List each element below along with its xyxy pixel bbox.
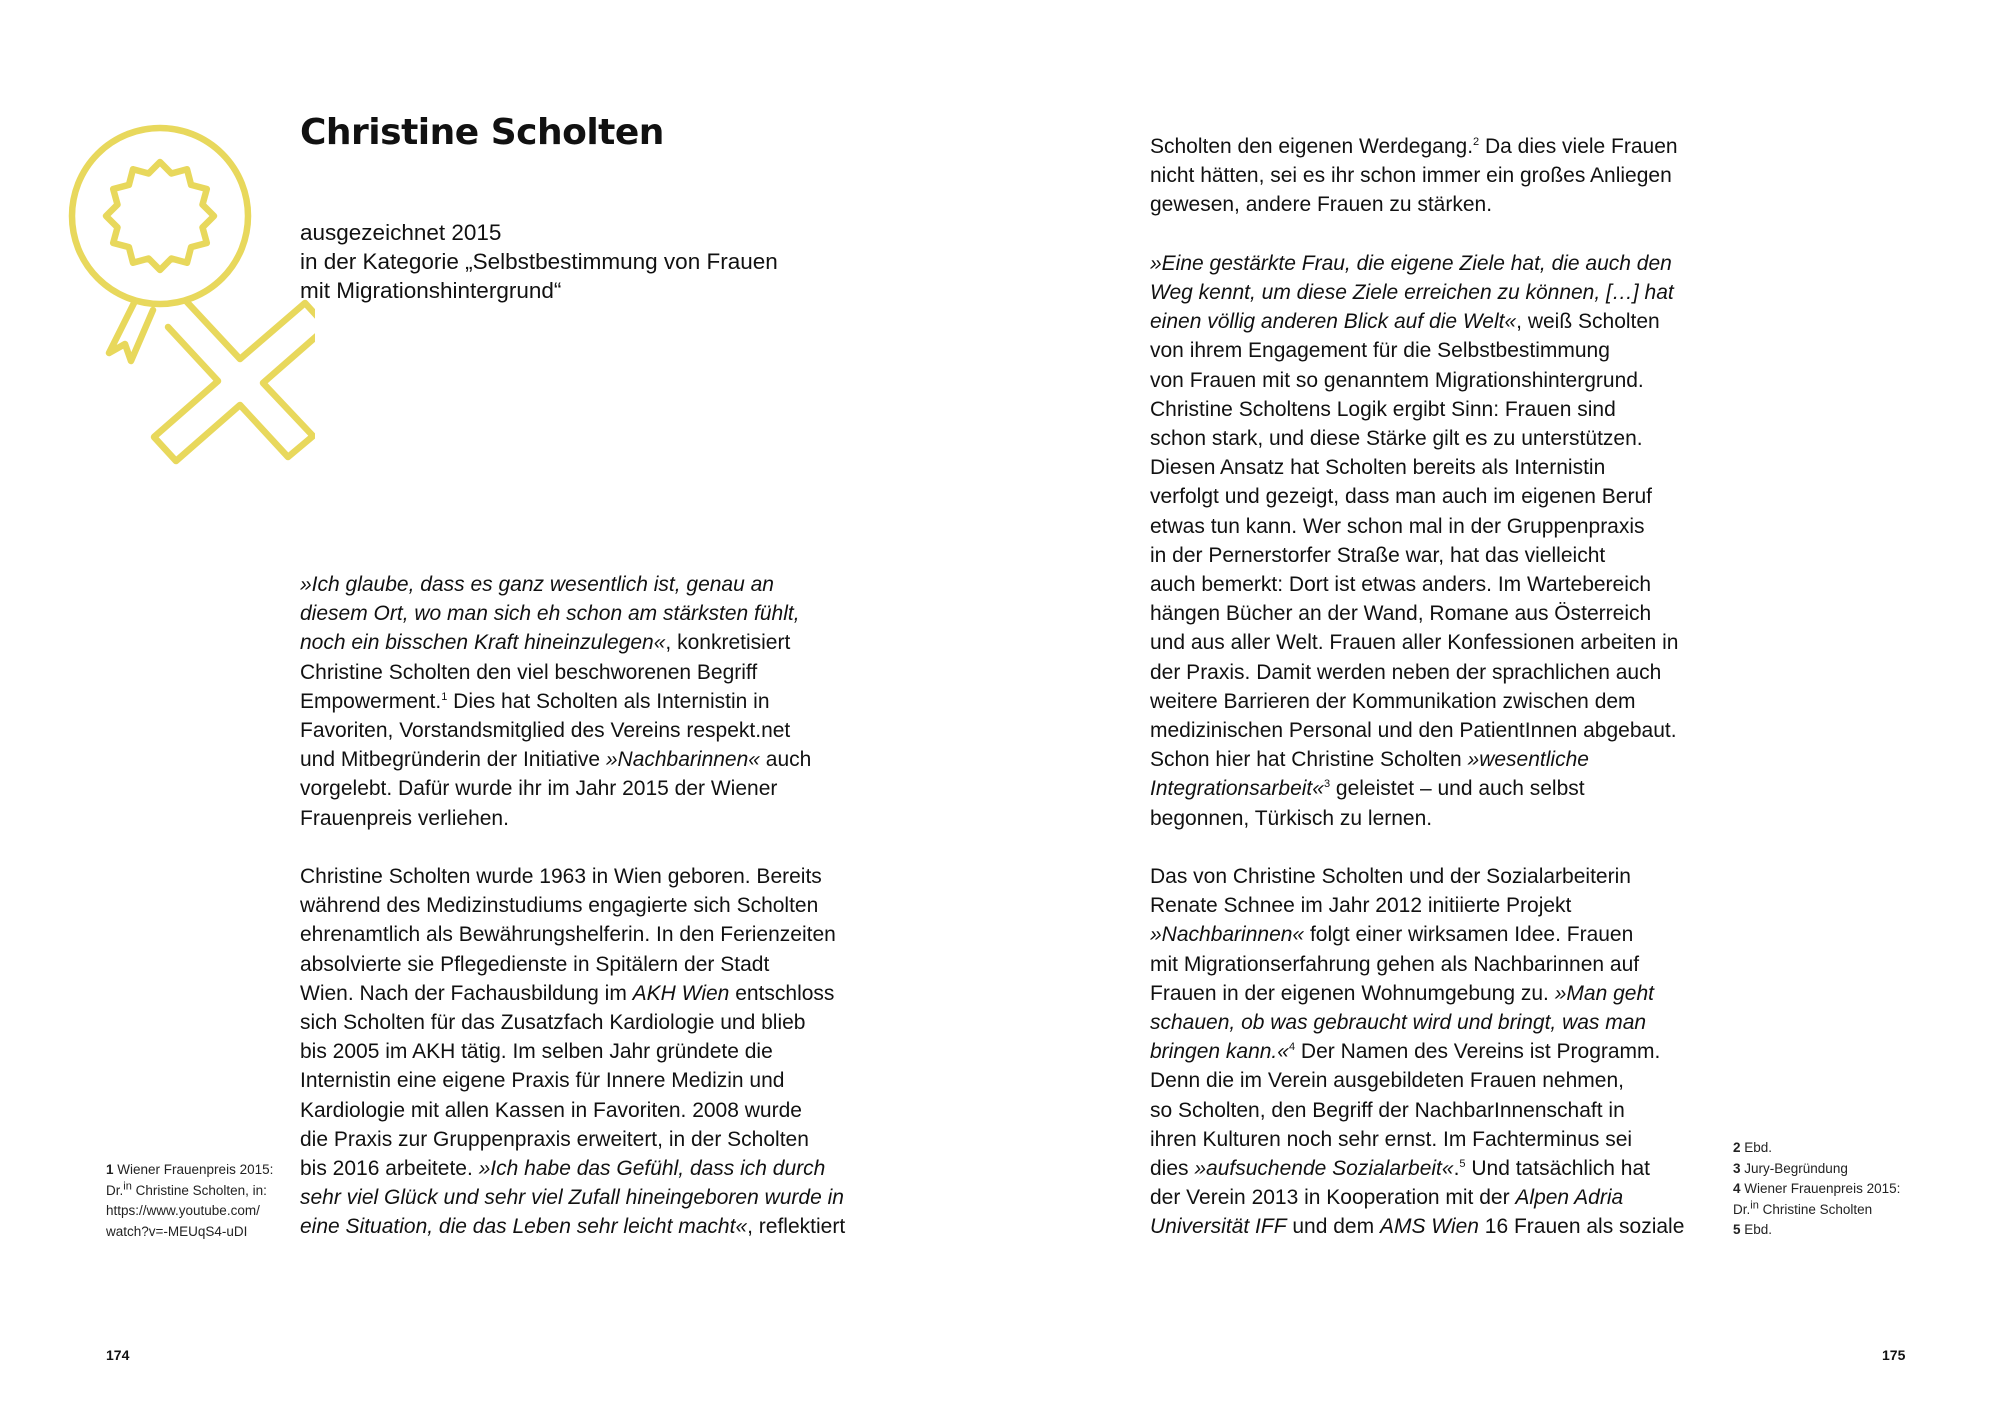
text-line <box>300 570 870 599</box>
text-line <box>300 1066 870 1095</box>
text-run: Der Namen des Vereins ist Programm. <box>1295 1040 1661 1064</box>
text-line <box>300 1096 870 1125</box>
award-info <box>300 218 778 305</box>
text-run: , weiß Scholten <box>1516 310 1660 334</box>
text-run: und Mitbegründerin der Initiative <box>300 748 606 772</box>
text-run: https://www.youtube.com/ <box>106 1203 260 1218</box>
text-run: Ebd. <box>1740 1140 1773 1155</box>
text-run: Wiener Frauenpreis 2015: <box>113 1162 274 1177</box>
text-run: etwas tun kann. Wer schon mal in der Gruppenpraxis <box>1150 514 1645 538</box>
emphasis-text: AKH Wien <box>632 981 730 1005</box>
text-line <box>300 950 870 979</box>
emphasis-text: Integrationsarbeit« <box>1150 777 1324 801</box>
text-run: sich Scholten für das Zusatzfach Kardiologie und blieb <box>300 1011 806 1035</box>
text-line <box>300 745 870 774</box>
text-run: und dem <box>1286 1215 1380 1239</box>
text-run: verfolgt und gezeigt, dass man auch im eigenen Beruf <box>1150 485 1652 509</box>
text-line <box>1150 716 1730 745</box>
text-run: in der Pernerstorfer Straße war, hat das vielleicht <box>1150 543 1606 567</box>
emphasis-text: »aufsuchende Sozialarbeit« <box>1194 1157 1454 1181</box>
right-text-column <box>1150 132 1730 1271</box>
paragraph <box>1150 132 1730 220</box>
text-run: so Scholten, den Begriff der NachbarInnenschaft in <box>1150 1098 1625 1122</box>
text-line <box>1150 161 1730 190</box>
text-line <box>1150 1183 1730 1212</box>
text-run: begonnen, Türkisch zu lernen. <box>1150 806 1433 830</box>
award-line: in der Kategorie „Selbstbestimmung von Frauen <box>300 249 778 274</box>
text-run: Frauen in der eigenen Wohnumgebung zu. <box>1150 981 1555 1005</box>
text-run: bis 2016 arbeitete. <box>300 1157 479 1181</box>
emphasis-text: »Ich habe das Gefühl, dass ich durch <box>478 1157 826 1181</box>
text-line <box>300 599 870 628</box>
footnote-number: 1 <box>106 1162 114 1177</box>
text-run: von ihrem Engagement für die Selbstbestimmung <box>1150 339 1610 363</box>
footnote-line <box>106 1201 296 1222</box>
text-run: die Praxis zur Gruppenpraxis erweitert, in der Scholten <box>300 1127 809 1151</box>
emphasis-text: sehr viel Glück und sehr viel Zufall hineingeboren wurde in <box>300 1186 844 1210</box>
text-run: von Frauen mit so genanntem Migrationshintergrund. <box>1150 368 1644 392</box>
text-line <box>1150 1037 1730 1066</box>
footnote-ref: in <box>123 1180 132 1192</box>
footnote-line <box>1733 1220 1993 1241</box>
text-run: Schon hier hat Christine Scholten <box>1150 748 1468 772</box>
footnote-line <box>106 1181 296 1202</box>
text-line <box>1150 628 1730 657</box>
text-line <box>1150 132 1730 161</box>
text-line <box>1150 1212 1730 1241</box>
text-run: , reflektiert <box>747 1215 846 1239</box>
emphasis-text: »Eine gestärkte Frau, die eigene Ziele hat, die auch den <box>1150 251 1672 275</box>
text-line <box>1150 424 1730 453</box>
emphasis-text: »Nachbarinnen« <box>1150 923 1305 947</box>
text-line <box>1150 1008 1730 1037</box>
text-line <box>300 979 870 1008</box>
paragraph <box>300 862 870 1242</box>
footnote-number: 4 <box>1733 1181 1741 1196</box>
text-line <box>1150 453 1730 482</box>
text-line <box>1150 249 1730 278</box>
text-run: 16 Frauen als soziale <box>1478 1215 1685 1239</box>
text-run: medizinischen Personal und den PatientInnen abgebaut. <box>1150 719 1677 743</box>
text-line <box>1150 1154 1730 1183</box>
text-line <box>1150 278 1730 307</box>
emphasis-text: »Man geht <box>1554 981 1654 1005</box>
left-text-column <box>300 570 870 1271</box>
text-line <box>1150 891 1730 920</box>
text-run: Empowerment. <box>300 689 442 713</box>
paragraph <box>1150 249 1730 833</box>
text-run: Internistin eine eigene Praxis für Innere Medizin und <box>300 1069 785 1093</box>
emphasis-text: »Ich glaube, dass es ganz wesentlich ist, genau an <box>300 573 774 596</box>
text-run: mit Migrationserfahrung gehen als Nachbarinnen auf <box>1150 952 1640 976</box>
text-run: Renate Schnee im Jahr 2012 initiierte Projekt <box>1150 894 1572 918</box>
footnote-ref: 4 <box>1288 1041 1296 1054</box>
text-run: Christine Scholten, in: <box>131 1182 267 1198</box>
text-run: Christine Scholten <box>1758 1201 1873 1217</box>
text-line <box>300 774 870 803</box>
text-run: Da dies viele Frauen <box>1479 135 1678 158</box>
text-run: bis 2005 im AKH tätig. Im selben Jahr gründete die <box>300 1040 773 1064</box>
text-run: Wien. Nach der Fachausbildung im <box>300 981 633 1005</box>
text-line <box>1150 541 1730 570</box>
text-run: gewesen, andere Frauen zu stärken. <box>1150 193 1493 217</box>
text-run: Christine Scholten wurde 1963 in Wien geboren. Bereits <box>300 865 822 889</box>
text-run: Ebd. <box>1740 1222 1773 1237</box>
text-line <box>1150 395 1730 424</box>
emphasis-text: diesem Ort, wo man sich eh schon am stärksten fühlt, <box>300 602 800 626</box>
text-line <box>300 1008 870 1037</box>
text-run: Kardiologie mit allen Kassen in Favoriten. 2008 wurde <box>300 1098 802 1122</box>
emphasis-text: Weg kennt, um diese Ziele erreichen zu können, […] hat <box>1150 281 1674 304</box>
text-run: entschloss <box>729 981 835 1005</box>
text-line <box>1150 336 1730 365</box>
footnote-line <box>106 1222 296 1243</box>
text-line <box>300 658 870 687</box>
text-line <box>1150 366 1730 395</box>
text-line <box>300 628 870 657</box>
footnote-number: 2 <box>1733 1140 1741 1155</box>
venus-rosette-icon <box>55 118 315 468</box>
text-run: Diesen Ansatz hat Scholten bereits als Internistin <box>1150 456 1606 480</box>
text-run: Dr. <box>1733 1201 1751 1217</box>
text-run: der Praxis. Damit werden neben der sprachlichen auch <box>1150 660 1662 684</box>
page-number-left: 174 <box>106 1347 130 1363</box>
text-line <box>1150 190 1730 219</box>
text-run: und aus aller Welt. Frauen aller Konfessionen arbeiten in <box>1150 631 1679 655</box>
text-run: absolvierte sie Pflegedienste in Spitälern der Stadt <box>300 952 770 976</box>
text-run: Denn die im Verein ausgebildeten Frauen nehmen, <box>1150 1069 1624 1093</box>
text-line <box>300 1183 870 1212</box>
page-number-right: 175 <box>1882 1347 1906 1363</box>
paragraph <box>1150 862 1730 1242</box>
text-line <box>1150 1096 1730 1125</box>
footnote-line <box>106 1160 296 1181</box>
text-run: hängen Bücher an der Wand, Romane aus Österreich <box>1150 602 1652 626</box>
text-line <box>1150 658 1730 687</box>
text-run: der Verein 2013 in Kooperation mit der <box>1150 1186 1516 1210</box>
text-run: ehrenamtlich als Bewährungshelferin. In den Ferienzeiten <box>300 923 836 947</box>
emphasis-text: noch ein bisschen Kraft hineinzulegen« <box>300 631 666 655</box>
text-run: Christine Scholtens Logik ergibt Sinn: Frauen sind <box>1150 397 1616 421</box>
text-line <box>300 891 870 920</box>
text-line <box>1150 482 1730 511</box>
emphasis-text: einen völlig anderen Blick auf die Welt« <box>1150 310 1517 334</box>
text-line <box>1150 979 1730 1008</box>
text-line <box>300 687 870 716</box>
text-line <box>1150 745 1730 774</box>
text-run: Frauenpreis verliehen. <box>300 806 509 830</box>
text-run: auch bemerkt: Dort ist etwas anders. Im Wartebereich <box>1150 573 1652 597</box>
text-run: weitere Barrieren der Kommunikation zwischen dem <box>1150 689 1636 713</box>
footnotes-right <box>1733 1138 1993 1241</box>
text-line <box>1150 570 1730 599</box>
text-run: Und tatsächlich hat <box>1465 1157 1650 1181</box>
emphasis-text: schauen, ob was gebraucht wird und bringt, was man <box>1150 1011 1647 1035</box>
paragraph <box>300 570 870 833</box>
text-line <box>1150 512 1730 541</box>
text-line <box>1150 1125 1730 1154</box>
text-run: Jury-Begründung <box>1740 1160 1848 1176</box>
award-line: ausgezeichnet 2015 <box>300 220 502 245</box>
footnote-number: 5 <box>1733 1222 1741 1237</box>
text-line <box>300 1212 870 1241</box>
text-line <box>1150 920 1730 949</box>
text-run: während des Medizinstudiums engagierte sich Scholten <box>300 894 819 918</box>
text-run: Wiener Frauenpreis 2015: <box>1740 1181 1901 1196</box>
emphasis-text: »Nachbarinnen« <box>605 748 760 772</box>
text-line <box>300 920 870 949</box>
text-run: nicht hätten, sei es ihr schon immer ein großes Anliegen <box>1150 164 1672 188</box>
text-run: Dies hat Scholten als Internistin in <box>447 689 770 713</box>
emphasis-text: eine Situation, die das Leben sehr leicht macht« <box>300 1215 748 1239</box>
footnotes-left <box>106 1160 296 1242</box>
emphasis-text: Alpen Adria <box>1515 1186 1624 1210</box>
footnote-line <box>1733 1200 1993 1221</box>
footnote-ref: 1 <box>441 690 448 703</box>
footnote-ref: 3 <box>1323 778 1331 791</box>
emphasis-text: bringen kann.« <box>1150 1040 1289 1064</box>
article-title: Christine Scholten <box>300 112 664 153</box>
text-run: Favoriten, Vorstandsmitglied des Vereins respekt.net <box>300 719 791 743</box>
text-run: schon stark, und diese Stärke gilt es zu unterstützen. <box>1150 427 1643 451</box>
footnote-ref: 5 <box>1459 1158 1466 1171</box>
text-line <box>1150 774 1730 803</box>
footnote-line <box>1733 1138 1993 1159</box>
footnote-line <box>1733 1179 1993 1200</box>
text-line <box>300 716 870 745</box>
text-run: Christine Scholten den viel beschworenen Begriff <box>300 660 758 684</box>
text-run: dies <box>1150 1157 1195 1181</box>
text-run: Scholten den eigenen Werdegang. <box>1150 135 1474 158</box>
text-line <box>300 1125 870 1154</box>
text-line <box>1150 687 1730 716</box>
text-run: , konkretisiert <box>665 631 791 655</box>
text-run: folgt einer wirksamen Idee. Frauen <box>1304 923 1634 947</box>
text-run: geleistet – und auch selbst <box>1330 777 1585 801</box>
footnote-number: 3 <box>1733 1160 1741 1176</box>
text-line <box>1150 599 1730 628</box>
footnote-ref: 2 <box>1473 136 1480 148</box>
text-run: auch <box>759 748 812 772</box>
text-line <box>300 1154 870 1183</box>
emphasis-text: »wesentliche <box>1467 748 1589 772</box>
text-line <box>1150 950 1730 979</box>
text-line <box>1150 1066 1730 1095</box>
text-line <box>1150 804 1730 833</box>
text-line <box>300 804 870 833</box>
text-run: ihren Kulturen noch sehr ernst. Im Fachterminus sei <box>1150 1127 1633 1151</box>
text-run: . <box>1453 1157 1460 1181</box>
text-line <box>300 862 870 891</box>
text-run: Dr. <box>106 1182 124 1198</box>
text-line <box>1150 862 1730 891</box>
text-run: vorgelebt. Dafür wurde ihr im Jahr 2015 der Wiener <box>300 777 778 801</box>
emphasis-text: Universität IFF <box>1150 1215 1287 1239</box>
footnote-line <box>1733 1159 1993 1180</box>
text-line <box>300 1037 870 1066</box>
text-line <box>1150 307 1730 336</box>
text-run: watch?v=-MEUqS4-uDI <box>106 1223 248 1239</box>
emphasis-text: AMS Wien <box>1379 1215 1479 1239</box>
footnote-ref: in <box>1750 1199 1759 1211</box>
text-run: Das von Christine Scholten und der Sozialarbeiterin <box>1150 865 1631 889</box>
award-line: mit Migrationshintergrund“ <box>300 278 562 303</box>
